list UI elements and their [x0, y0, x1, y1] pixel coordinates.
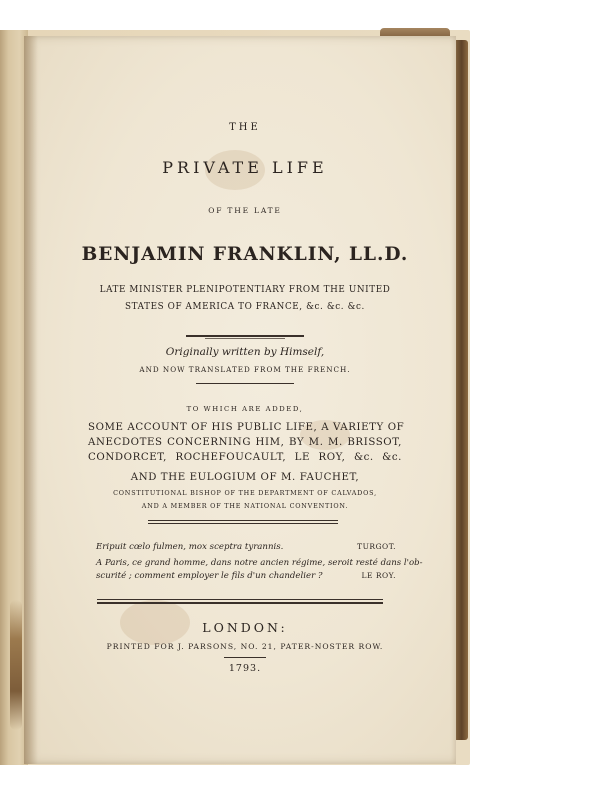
gutter-shadow	[24, 36, 38, 764]
imprint-city: LONDON:	[202, 620, 288, 635]
title-name: BENJAMIN FRANKLIN, LL.D.	[81, 244, 409, 265]
title-private-life: PRIVATE LIFE	[162, 158, 328, 177]
to-which-added: TO WHICH ARE ADDED,	[186, 405, 304, 413]
subtitle-line-2: STATES OF AMERICA TO FRANCE, &c. &c. &c.	[125, 302, 365, 312]
title-page	[24, 36, 456, 764]
divider-rule	[196, 383, 294, 384]
added-line-1: SOME ACCOUNT OF HIS PUBLIC LIFE, A VARIETY OF	[88, 422, 405, 433]
epigraph-2-author: LE ROY.	[361, 571, 396, 580]
double-rule	[148, 520, 338, 521]
epigraph-2-text-1: A Paris, ce grand homme, dans notre ancien régime, seroit resté dans l'ob-	[96, 558, 423, 568]
bishop-line: CONSTITUTIONAL BISHOP OF THE DEPARTMENT OF CALVADOS,	[113, 489, 377, 497]
double-rule	[97, 602, 383, 604]
short-rule	[224, 657, 266, 658]
title-the: THE	[229, 122, 261, 133]
translated-note: AND NOW TRANSLATED FROM THE FRENCH.	[139, 365, 351, 374]
epigraph-1-text: Eripuit cœlo fulmen, mox sceptra tyrannis.	[96, 542, 284, 552]
double-rule	[148, 523, 338, 524]
added-line-3: CONDORCET, ROCHEFOUCAULT, LE ROY, &c. &c.	[88, 452, 402, 463]
eulogium-line: AND THE EULOGIUM OF M. FAUCHET,	[130, 472, 360, 483]
added-line-2: ANECDOTES CONCERNING HIM, BY M. M. BRISSOT,	[88, 437, 402, 448]
imprint-year: 1793.	[228, 663, 262, 674]
spine-wear	[10, 600, 22, 730]
epigraph-1-author: TURGOT.	[357, 542, 396, 551]
ornamental-rule	[205, 338, 285, 339]
member-line: AND A MEMBER OF THE NATIONAL CONVENTION.	[141, 502, 349, 510]
ornamental-rule	[186, 335, 304, 337]
title-of-the-late: OF THE LATE	[208, 206, 282, 215]
imprint-printer: PRINTED FOR J. PARSONS, NO. 21, PATER-NOSTER ROW.	[106, 642, 384, 651]
subtitle-line-1: LATE MINISTER PLENIPOTENTIARY FROM THE UNITED	[99, 285, 391, 295]
double-rule	[97, 599, 383, 600]
epigraph-2-text-2: scurité ; comment employer le fils d'un chandelier ?	[96, 571, 323, 581]
originally-written: Originally written by Himself,	[165, 346, 325, 358]
